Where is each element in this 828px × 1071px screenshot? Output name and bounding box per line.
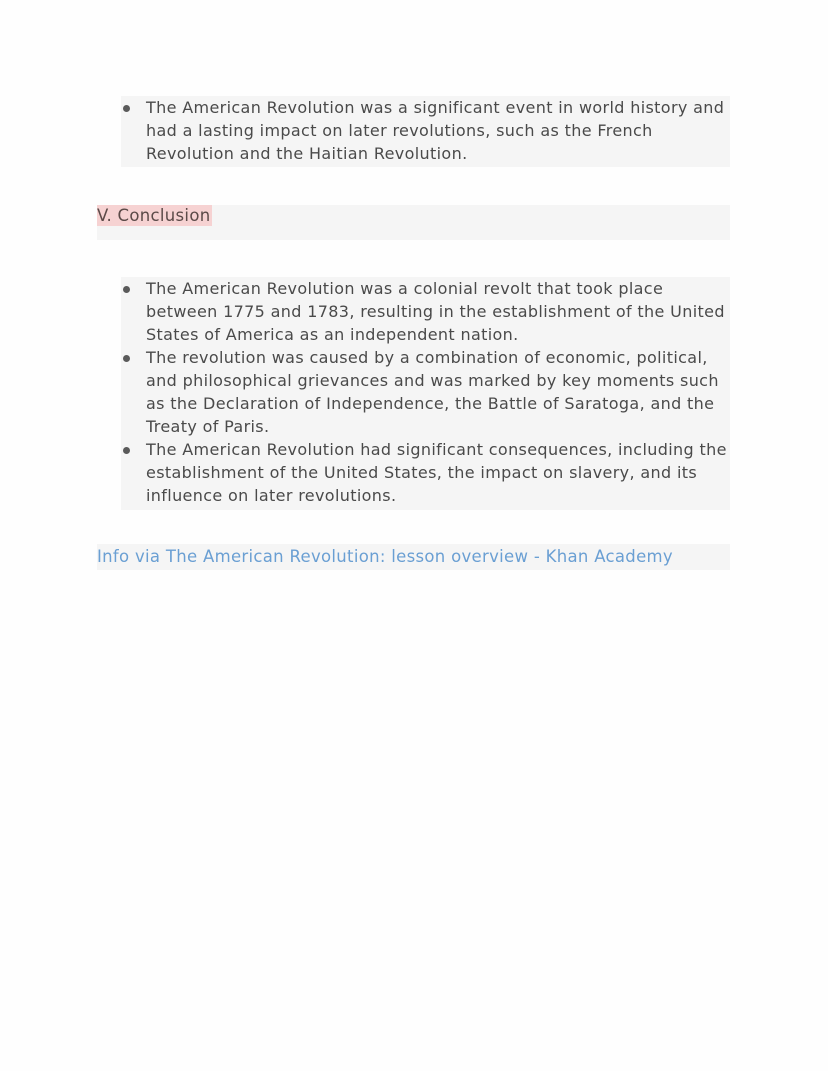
source-link[interactable]: Info via The American Revolution: lesson overview - Khan Academy (97, 547, 673, 566)
source-block (97, 544, 730, 570)
conclusion-bullet-list (121, 277, 730, 507)
list-item (121, 346, 730, 438)
list-item (121, 277, 730, 346)
list-item (121, 438, 730, 507)
list-item-text: The American Revolution was a significant event in world history and had a lasting impact on later revolutions, such as the French Revolution and the Haitian Revolution. (146, 98, 725, 163)
bullet-icon (123, 447, 130, 454)
section-heading: V. Conclusion (97, 206, 211, 225)
section-iv-list-block (121, 96, 730, 167)
bullet-icon (123, 286, 130, 293)
section-v-heading-block (97, 205, 730, 240)
conclusion-list-block (121, 277, 730, 510)
bullet-icon (123, 355, 130, 362)
bullet-icon (123, 105, 130, 112)
list-item-text: The revolution was caused by a combination of economic, political, and philosophical grievances and was marked by key moments such as the Declaration of Independence, the Battle of Saratoga, and the Treaty of Paris. (146, 348, 719, 436)
section-iv-bullet-list (121, 96, 730, 165)
list-item-text: The American Revolution was a colonial revolt that took place between 1775 and 1783, resulting in the establishment of the United States of America as an independent nation. (146, 279, 725, 344)
list-item-text: The American Revolution had significant consequences, including the establishment of the United States, the impact on slavery, and its influence on later revolutions. (146, 440, 727, 505)
list-item (121, 96, 730, 165)
